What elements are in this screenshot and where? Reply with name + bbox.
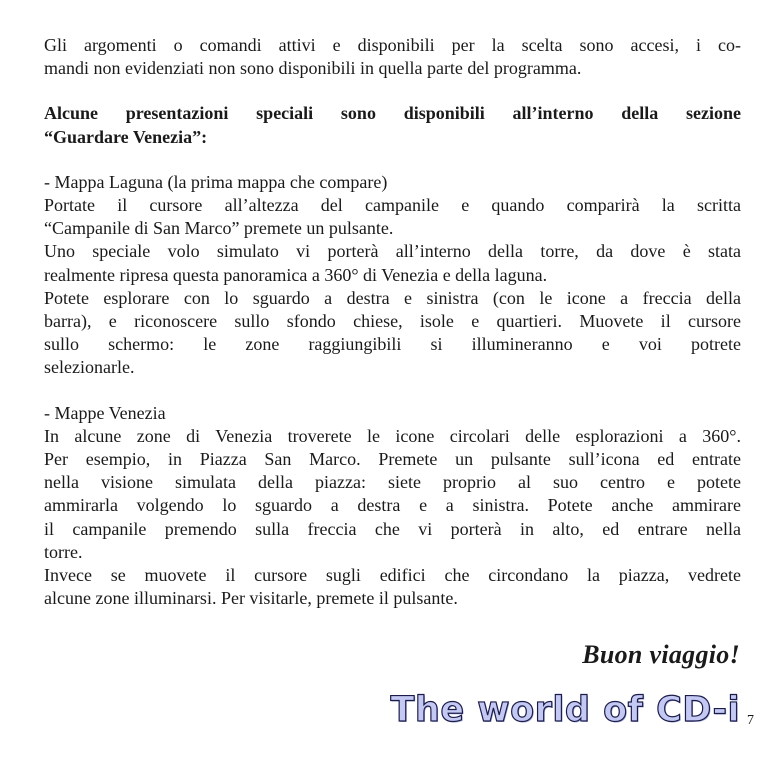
- text-line: barra), e riconoscere sullo sfondo chiese, isole e quartieri. Muovete il cursore: [44, 311, 741, 332]
- text-line: Gli argomenti o comandi attivi e disponibili per la scelta sono accesi, i co-: [44, 35, 741, 55]
- text-line: Alcune presentazioni speciali sono disponibili all’interno della sezione: [44, 103, 741, 124]
- text-line: alcune zone illuminarsi. Per visitarle, premete il pulsante.: [44, 588, 458, 609]
- text-line: ammirarla volgendo lo sguardo a destra e a sinistra. Potete anche ammirare: [44, 495, 741, 516]
- section-title: - Mappe Venezia: [44, 402, 166, 423]
- text-line: il campanile premendo sulla freccia che vi porterà in alto, ed entrare nella: [44, 518, 741, 539]
- text-line: Portate il cursore all’altezza del campanile e quando comparirà la scritta: [44, 195, 741, 216]
- closing-greeting: Buon viaggio!: [582, 640, 740, 669]
- text-line: Per esempio, in Piazza San Marco. Premete un pulsante sull’icona ed entrate: [44, 449, 741, 470]
- text-line: “Campanile di San Marco” premete un pulsante.: [44, 218, 394, 239]
- cdi-logo: The world of CD-i: [390, 690, 740, 730]
- text-line: Potete esplorare con lo sguardo a destra e sinistra (con le icone a freccia della: [44, 287, 741, 308]
- mappe-venezia-section: [44, 402, 741, 611]
- text-line: “Guardare Venezia”:: [44, 126, 208, 147]
- section-title: - Mappa Laguna (la prima mappa che compare): [44, 171, 388, 192]
- text-line: nella visione simulata della piazza: siete proprio al suo centro e potete: [44, 472, 741, 493]
- text-line: In alcune zone di Venezia troverete le icone circolari delle esplorazioni a 360°.: [44, 425, 741, 446]
- text-line: Invece se muovete il cursore sugli edifici che circondano la piazza, vedrete: [44, 565, 741, 586]
- text-line: selezionarle.: [44, 357, 135, 378]
- text-line: torre.: [44, 541, 83, 562]
- text-line: mandi non evidenziati non sono disponibili in quella parte del programma.: [44, 58, 582, 79]
- mappa-laguna-section: [44, 171, 741, 380]
- text-line: Uno speciale volo simulato vi porterà all’interno della torre, da dove è stata: [44, 241, 741, 262]
- page-number: 7: [747, 713, 754, 728]
- text-line: realmente ripresa questa panoramica a 360° di Venezia e della laguna.: [44, 264, 548, 285]
- intro-paragraph: [44, 34, 741, 80]
- text-line: sullo schermo: le zone raggiungibili si illumineranno e voi potrete: [44, 334, 741, 355]
- special-heading: [44, 102, 741, 148]
- page-body: [44, 34, 741, 610]
